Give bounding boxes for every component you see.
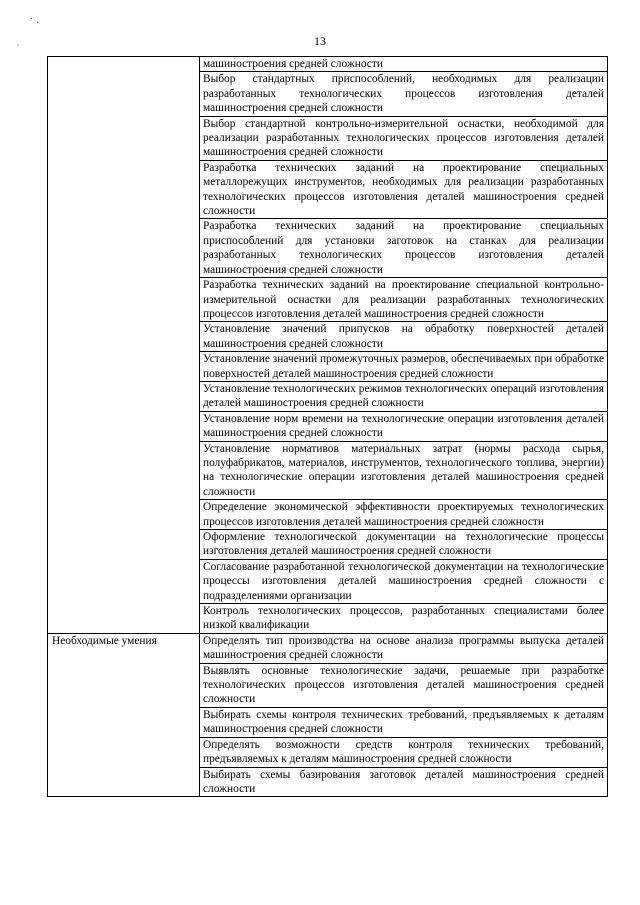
requirement-cell: Оформление технологической документации на технологические процессы изготовления деталей машиностроения средней сложности — [200, 530, 608, 560]
requirement-cell: Выявлять основные технологические задачи, решаемые при разработке технологических процессов изготовления деталей машиностроения средней сложности — [200, 663, 608, 707]
section-label-cell: Необходимые умения — [48, 633, 200, 796]
requirement-cell: Выбор стандартных приспособлений, необходимых для реализации разработанных технологических процессов изготовления деталей машиностроения средней сложности — [200, 72, 608, 116]
table-row — [48, 633, 608, 663]
requirement-cell: Разработка технических заданий на проектирование специальных металлорежущих инструментов, необходимых для реализации разработанных технологических процессов изготовления деталей машиностроения средней сложности — [200, 160, 608, 219]
requirement-cell: Выбор стандартной контрольно-измерительной оснастки, необходимой для реализации разработанных технологических процессов изготовления деталей машиностроения средней сложности — [200, 116, 608, 160]
table-row — [48, 57, 608, 72]
requirement-cell: Выбирать схемы базирования заготовок деталей машиностроения средней сложности — [200, 767, 608, 797]
requirement-cell: Определение экономической эффективности проектируемых технологических процессов изготовления деталей машиностроения средней сложности — [200, 500, 608, 530]
requirement-cell: Согласование разработанной технологической документации на технологические процессы изготовления деталей машиностроения средней сложности с подразделениями организации — [200, 559, 608, 603]
table-body — [48, 57, 608, 797]
requirement-cell: Установление технологических режимов технологических операций изготовления деталей машиностроения средней сложности — [200, 381, 608, 411]
competency-table — [47, 56, 608, 797]
requirement-cell: Разработка технических заданий на проектирование специальных приспособлений для установки заготовок на станках для реализации разработанных технологических процессов изготовления деталей машиностроения средней сложности — [200, 219, 608, 278]
page-number: 13 — [314, 34, 326, 48]
requirement-cell: Разработка технических заданий на проектирование специальной контрольно-измерительной оснастки для реализации разработанных технологических процессов изготовления деталей машиностроения средней сложности — [200, 278, 608, 322]
requirement-cell: Установление значений промежуточных размеров, обеспечиваемых при обработке поверхностей деталей машиностроения средней сложности — [200, 352, 608, 382]
requirement-cell: Установление норм времени на технологические операции изготовления деталей машиностроения средней сложности — [200, 411, 608, 441]
scan-speck: · — [36, 18, 40, 29]
requirement-cell: Выбирать схемы контроля технических требований, предъявляемых к деталям машиностроения средней сложности — [200, 707, 608, 737]
requirement-cell: Установление нормативов материальных затрат (нормы расхода сырья, полуфабрикатов, материалов, инструментов, технологического топлива, энергии) на технологические операции изготовления деталей машиностроения средней сложности — [200, 441, 608, 500]
section-label-cell — [48, 57, 200, 634]
requirement-cell: Определять тип производства на основе анализа программы выпуска деталей машиностроения средней сложности — [200, 633, 608, 663]
requirement-cell: Определять возможности средств контроля технических требований, предъявляемых к деталям машиностроения средней сложности — [200, 737, 608, 767]
requirement-cell: Контроль технологических процессов, разработанных специалистами более низкой квалификации — [200, 604, 608, 634]
requirement-cell: Установление значений припусков на обработку поверхностей деталей машиностроения средней сложности — [200, 322, 608, 352]
requirement-cell: машиностроения средней сложности — [200, 57, 608, 72]
scan-speck: ´ — [16, 44, 20, 55]
scan-speck: · — [30, 14, 34, 25]
